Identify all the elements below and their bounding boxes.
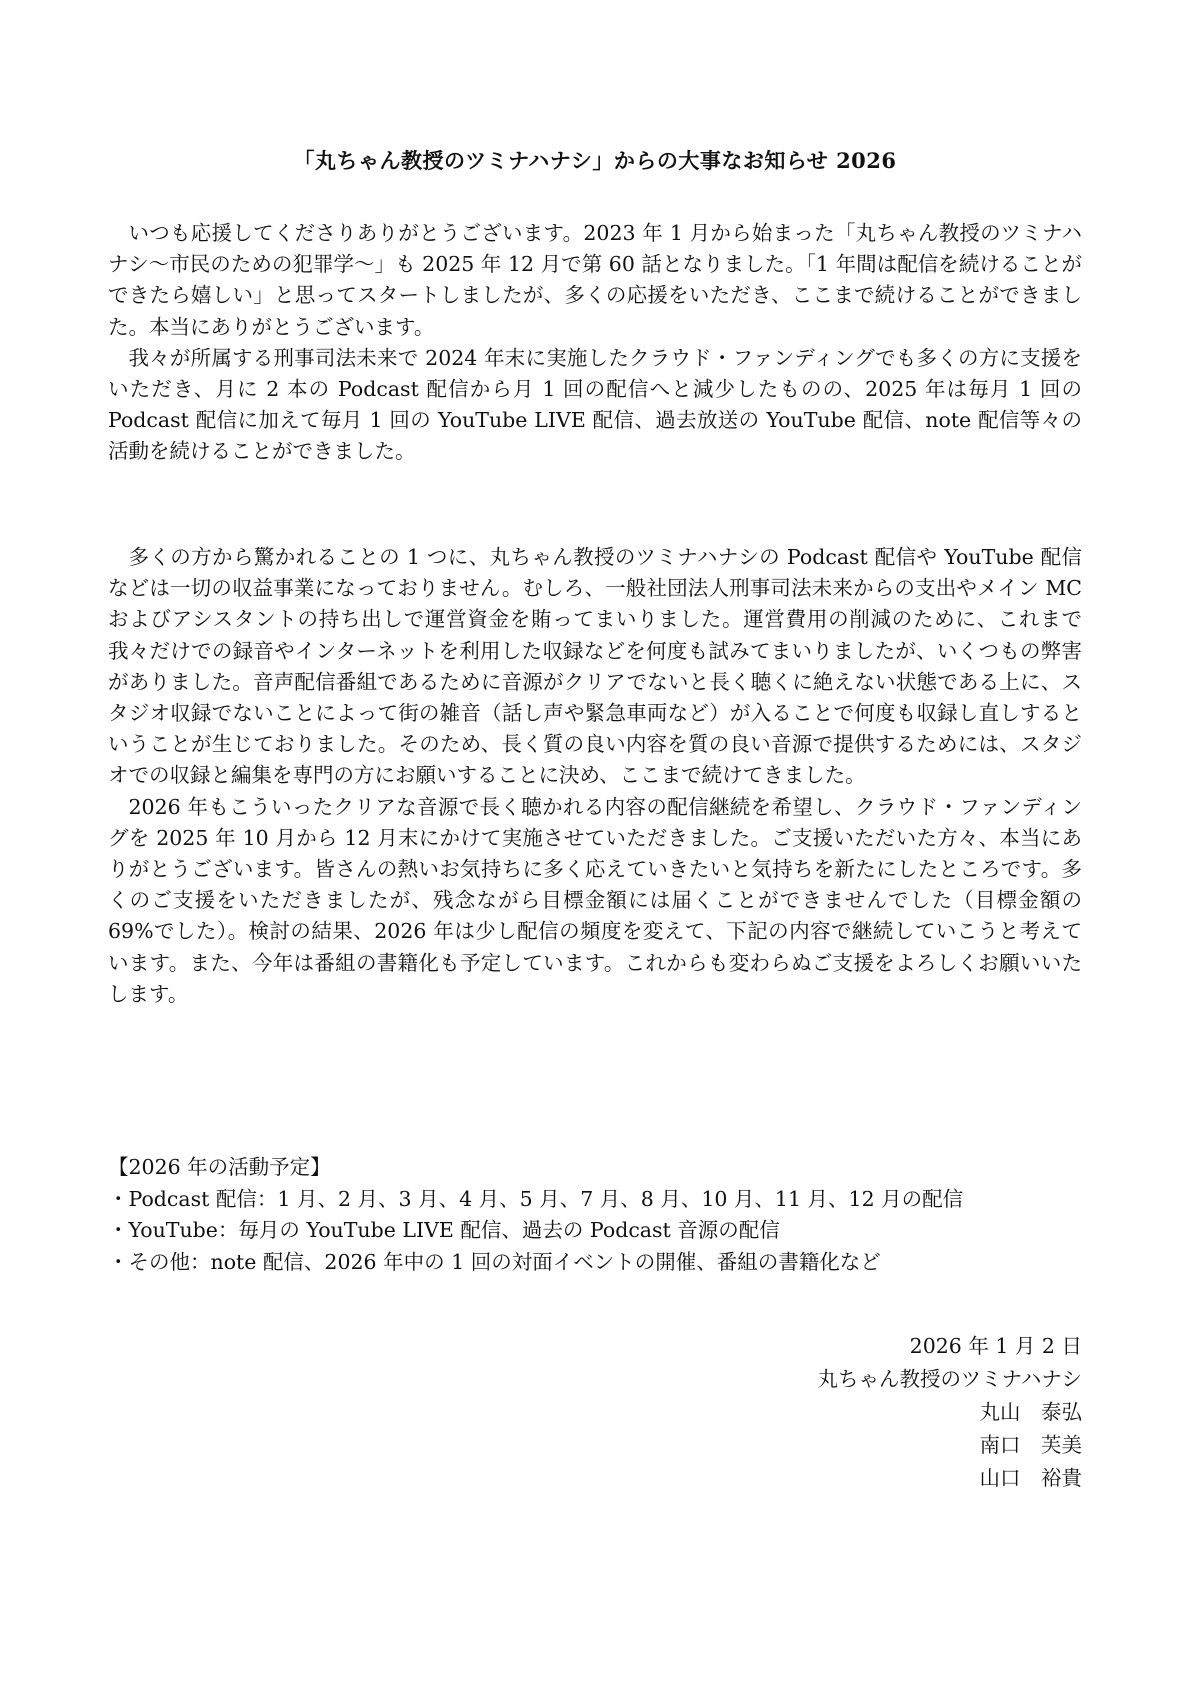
schedule-item-other: ・その他：note 配信、2026 年中の 1 回の対面イベントの開催、番組の書籍化など: [108, 1249, 881, 1274]
signature-date: 2026 年 1 月 2 日: [909, 1334, 1082, 1358]
paragraph-crowdfunding-2025: 2026 年もこういったクリアな音源で長く聴かれる内容の配信継続を希望し、クラウド・ファンディングを 2025 年 10 月から 12 月末にかけて実施させていただきました。ご支援いただいた方々、本当にありがとうございます。皆さんの熱いお気持ちに多く応えていきたいと気持ちを新たにしたところです。多くのご支援をいただきましたが、残念ながら目標金額には届くことができませんでした（目標金額の 69%でした）。検討の結果、2026 年は少し配信の頻度を変えて、下記の内容で継続していこうと考えています。また、今年は番組の書籍化も予定しています。これからも変わらぬご支援をよろしくお願いいたします。: [108, 794, 1082, 1006]
signature-organization: 丸ちゃん教授のツミナハナシ: [817, 1367, 1082, 1391]
paragraph-thanks: いつも応援してくださりありがとうございます。2023 年 1 月から始まった「丸ちゃん教授のツミナハナシ〜市民のための犯罪学〜」も 2025 年 12 月で第 60 話となりました。「1 年間は配信を続けることができたら嬉しい」と思ってスタートしましたが、多くの応援をいただき、ここまで続けることができました。本当にありがとうございます。: [108, 221, 1082, 339]
signature-name: 山口 裕貴: [979, 1466, 1082, 1490]
document-title: 「丸ちゃん教授のツミナハナシ」からの大事なお知らせ 2026: [293, 148, 897, 173]
schedule-heading: 【2026 年の活動予定】: [108, 1155, 331, 1179]
schedule-item-podcast: ・Podcast 配信：1 月、2 月、3 月、4 月、5 月、7 月、8 月、10 月、11 月、12 月の配信: [108, 1186, 964, 1211]
signature-name: 南口 芙美: [979, 1433, 1082, 1457]
paragraph-non-profit: 多くの方から驚かれることの 1 つに、丸ちゃん教授のツミナハナシの Podcast 配信や YouTube 配信などは一切の収益事業になっておりません。むしろ、一般社団法人刑事司法未来からの支出やメイン MC およびアシスタントの持ち出しで運営資金を賄ってまいりました。運営費用の削減のために、これまで我々だけでの録音やインターネットを利用した収録などを何度も試みてまいりましたが、いくつもの弊害がありました。音声配信番組であるために音源がクリアでないと長く聴くに絶えない状態である上に、スタジオ収録でないことによって街の雑音（話し声や緊急車両など）が入ることで何度も収録し直しするということが生じておりました。そのため、長く質の良い内容を質の良い音源で提供するためには、スタジオでの収録と編集を専門の方にお願いすることに決め、ここまで続けてきました。: [108, 545, 1082, 788]
signature-block: [818, 1330, 1082, 1495]
paragraph-crowdfunding-2024: 我々が所属する刑事司法未来で 2024 年末に実施したクラウド・ファンディングでも多くの方に支援をいただき、月に 2 本の Podcast 配信から月 1 回の配信へと減少したものの、2025 年は毎月 1 回の Podcast 配信に加えて毎月 1 回の YouTube LIVE 配信、過去放送の YouTube 配信、note 配信等々の活動を続けることができました。: [108, 345, 1082, 464]
funding-section: [108, 542, 1082, 1010]
schedule-item-youtube: ・YouTube：毎月の YouTube LIVE 配信、過去の Podcast 音源の配信: [108, 1218, 780, 1242]
schedule-section: [108, 1152, 1082, 1278]
signature-name: 丸山 泰弘: [979, 1400, 1082, 1424]
intro-section: [108, 218, 1082, 468]
